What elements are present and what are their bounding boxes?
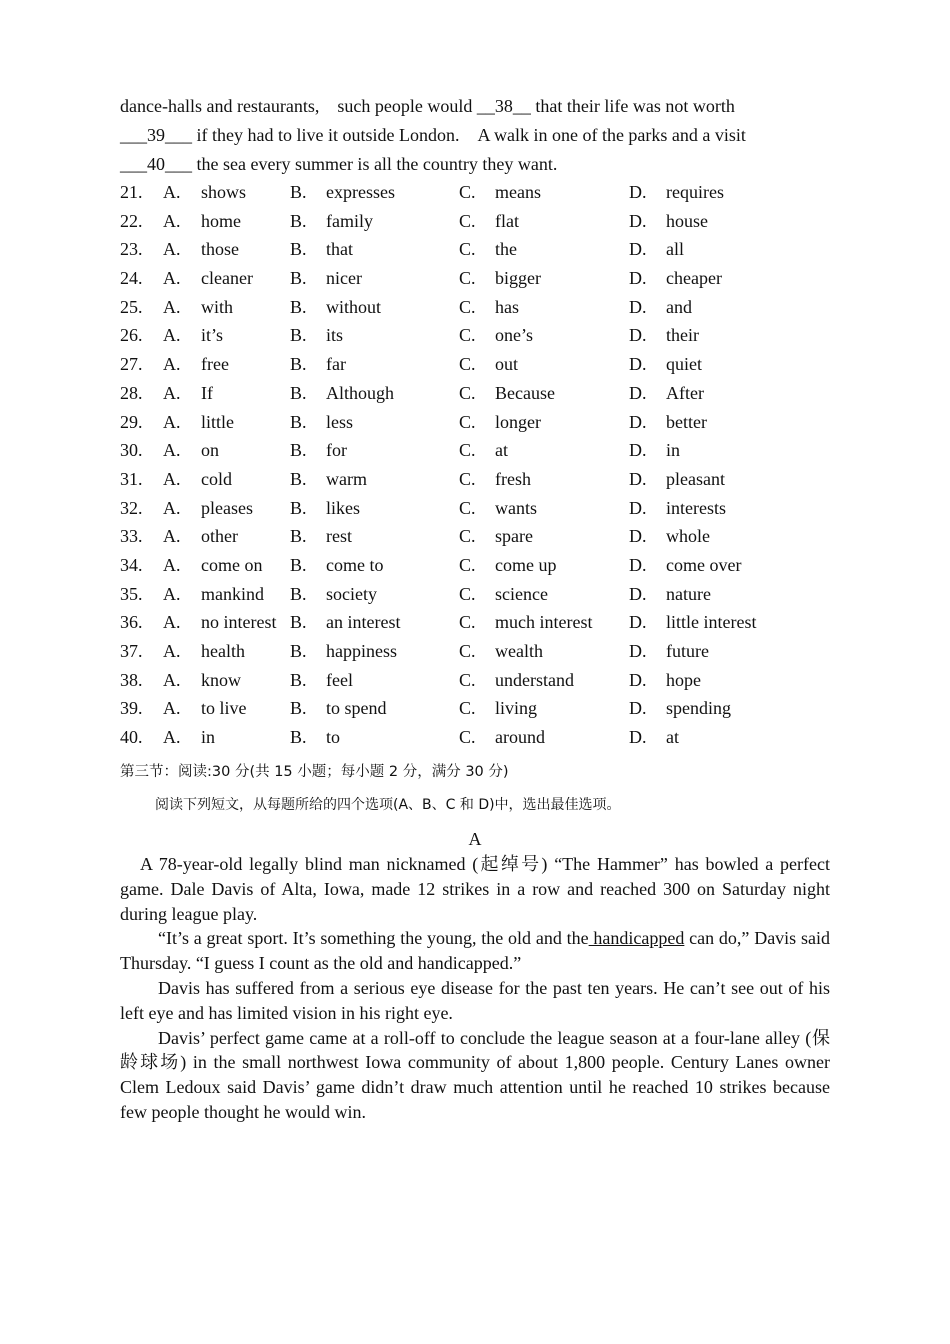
option-b-text: expresses	[326, 182, 395, 202]
option-d-text: in	[666, 440, 681, 461]
option-letter: C.	[459, 382, 476, 403]
option-d-text: at	[666, 727, 679, 748]
question-number: 30.	[120, 440, 143, 461]
option-a-text: cleaner	[201, 268, 253, 289]
option-letter: A.	[163, 554, 181, 575]
option-letter: B.	[290, 268, 307, 289]
option-b-text: likes	[326, 497, 360, 518]
option-a-text: it’s	[201, 325, 224, 346]
option-a-text: in	[201, 727, 216, 748]
option-b-text: family	[326, 210, 373, 231]
option-letter: A.	[163, 182, 181, 202]
option-letter: D.	[629, 440, 647, 461]
paragraph-text: “It’s a great sport. It’s something the young, the old and the	[158, 928, 589, 949]
option-letter: B.	[290, 296, 307, 317]
option-letter: D.	[629, 182, 647, 202]
option-c-text: fresh	[495, 468, 531, 489]
option-letter: B.	[290, 382, 307, 403]
question-number: 40.	[120, 727, 143, 748]
option-d-text: come over	[666, 554, 742, 575]
option-letter: B.	[290, 325, 307, 346]
option-c-text: come up	[495, 554, 557, 575]
option-letter: A.	[163, 641, 181, 661]
option-c-text: flat	[495, 210, 519, 231]
option-letter: D.	[629, 382, 647, 403]
option-c-text: bigger	[495, 268, 541, 289]
option-letter: D.	[629, 583, 647, 604]
option-b-text: Although	[326, 382, 395, 403]
option-letter: B.	[290, 669, 307, 690]
cloze-passage-ending	[120, 92, 830, 178]
option-d-text: all	[666, 239, 684, 260]
intro-line: dance-halls and restaurants, such people would __38__ that their life was not worth	[120, 96, 735, 116]
option-letter: B.	[290, 727, 307, 748]
option-b-text: less	[326, 411, 353, 432]
option-c-text: understand	[495, 669, 574, 690]
option-d-text: cheaper	[666, 268, 722, 289]
option-letter: A.	[163, 296, 181, 317]
question-number: 39.	[120, 698, 143, 719]
question-number: 28.	[120, 382, 143, 403]
option-a-text: If	[201, 382, 213, 403]
underlined-word: handicapped	[588, 928, 685, 949]
option-c-text: Because	[495, 382, 555, 403]
option-a-text: no interest	[201, 612, 277, 633]
option-letter: B.	[290, 554, 307, 575]
option-d-text: house	[666, 210, 708, 231]
reading-instructions: 阅读下列短文，从每题所给的四个选项(A、B、C 和 D)中，选出最佳选项。	[155, 797, 621, 813]
option-c-text: spare	[495, 526, 533, 547]
option-letter: B.	[290, 497, 307, 518]
option-letter: C.	[459, 182, 476, 202]
option-c-text: the	[495, 239, 517, 260]
option-letter: D.	[629, 698, 647, 719]
option-letter: B.	[290, 641, 307, 661]
option-b-text: feel	[326, 669, 353, 690]
option-a-text: mankind	[201, 583, 264, 604]
option-d-text: interests	[666, 497, 726, 518]
option-letter: C.	[459, 354, 476, 375]
option-letter: D.	[629, 497, 647, 518]
question-number: 34.	[120, 554, 143, 575]
option-letter: A.	[163, 612, 181, 633]
section-heading: 第三节：阅读:30 分(共 15 小题；每小题 2 分，满分 30 分)	[120, 764, 509, 780]
option-a-text: shows	[201, 182, 247, 202]
option-b-text: happiness	[326, 641, 397, 661]
option-letter: A.	[163, 468, 181, 489]
option-letter: A.	[163, 239, 181, 260]
question-number: 26.	[120, 325, 143, 346]
question-number: 31.	[120, 468, 143, 489]
option-letter: C.	[459, 239, 476, 260]
question-number: 24.	[120, 268, 143, 289]
option-letter: B.	[290, 354, 307, 375]
option-d-text: quiet	[666, 354, 702, 375]
option-a-text: health	[201, 641, 245, 661]
option-letter: B.	[290, 239, 307, 260]
option-letter: A.	[163, 583, 181, 604]
option-letter: A.	[163, 210, 181, 231]
option-c-text: one’s	[495, 325, 533, 346]
option-letter: C.	[459, 296, 476, 317]
option-letter: C.	[459, 411, 476, 432]
option-letter: C.	[459, 641, 476, 661]
option-letter: D.	[629, 296, 647, 317]
option-letter: B.	[290, 182, 307, 202]
option-a-text: those	[201, 239, 239, 260]
option-a-text: with	[201, 296, 234, 317]
option-letter: D.	[629, 526, 647, 547]
option-b-text: to	[326, 727, 341, 748]
option-letter: C.	[459, 210, 476, 231]
option-letter: B.	[290, 468, 307, 489]
option-c-text: science	[495, 583, 548, 604]
option-b-text: to spend	[326, 698, 387, 719]
option-letter: A.	[163, 268, 181, 289]
option-d-text: better	[666, 411, 707, 432]
option-a-text: to live	[201, 698, 247, 719]
option-c-text: longer	[495, 411, 541, 432]
option-letter: B.	[290, 698, 307, 719]
option-letter: D.	[629, 669, 647, 690]
option-c-text: has	[495, 296, 519, 317]
option-b-text: warm	[326, 468, 367, 489]
question-number: 37.	[120, 641, 143, 661]
option-a-text: know	[201, 669, 241, 690]
intro-line: ___39___ if they had to live it outside London. A walk in one of the parks and a visit	[120, 124, 746, 145]
option-b-text: that	[326, 239, 353, 260]
option-c-text: means	[495, 182, 541, 202]
question-number: 23.	[120, 239, 143, 260]
option-letter: A.	[163, 354, 181, 375]
option-letter: C.	[459, 268, 476, 289]
option-letter: D.	[629, 268, 647, 289]
option-d-text: little interest	[666, 612, 757, 633]
option-d-text: their	[666, 325, 699, 346]
option-letter: B.	[290, 440, 307, 461]
option-letter: A.	[163, 698, 181, 719]
option-b-text: society	[326, 583, 377, 604]
option-b-text: come to	[326, 554, 384, 575]
option-letter: A.	[163, 526, 181, 547]
question-number: 35.	[120, 583, 143, 604]
option-letter: C.	[459, 669, 476, 690]
option-letter: D.	[629, 554, 647, 575]
option-letter: D.	[629, 411, 647, 432]
option-b-text: without	[326, 296, 382, 317]
paragraph	[120, 926, 830, 976]
option-d-text: whole	[666, 526, 710, 547]
reading-passage-a	[120, 852, 830, 1125]
option-letter: B.	[290, 411, 307, 432]
option-letter: A.	[163, 440, 181, 461]
paragraph: A 78-year-old legally blind man nicknamed (起绰号) “The Hammer” has bowled a perfect game. Dale Davis of Alta, Iowa, made 12 strikes in a row and reached 300 on Saturday night during league play.	[120, 854, 830, 924]
paragraph: Davis’ perfect game came at a roll-off to conclude the league season at a four-lane alley (保龄球场) in the small northwest Iowa community of about 1,800 people. Century Lanes owner Clem Ledoux said Davis’ game didn’t draw much attention until he reached 10 strikes because few people thought he would win.	[120, 1027, 830, 1122]
passage-label: A	[468, 829, 482, 849]
option-letter: A.	[163, 411, 181, 432]
option-d-text: After	[666, 382, 704, 403]
option-b-text: nicer	[326, 268, 362, 289]
option-letter: D.	[629, 641, 647, 661]
option-c-text: around	[495, 727, 545, 748]
option-b-text: far	[326, 354, 346, 375]
option-letter: D.	[629, 239, 647, 260]
option-letter: C.	[459, 497, 476, 518]
option-letter: B.	[290, 612, 307, 633]
option-a-text: home	[201, 210, 241, 231]
option-letter: C.	[459, 526, 476, 547]
option-letter: C.	[459, 727, 476, 748]
question-number: 25.	[120, 296, 143, 317]
option-letter: A.	[163, 382, 181, 403]
option-letter: D.	[629, 210, 647, 231]
option-letter: B.	[290, 526, 307, 547]
option-c-text: much interest	[495, 612, 593, 633]
option-a-text: cold	[201, 468, 232, 489]
option-c-text: wants	[495, 497, 537, 518]
option-a-text: pleases	[201, 497, 253, 518]
question-number: 38.	[120, 669, 143, 690]
option-letter: C.	[459, 612, 476, 633]
option-b-text: its	[326, 325, 344, 346]
option-letter: C.	[459, 440, 476, 461]
option-c-text: out	[495, 354, 519, 375]
option-letter: C.	[459, 325, 476, 346]
option-a-text: on	[201, 440, 219, 461]
question-number: 29.	[120, 411, 143, 432]
option-c-text: wealth	[495, 641, 543, 661]
paragraph: Davis has suffered from a serious eye disease for the past ten years. He can’t see out of his left eye and has limited vision in his right eye.	[120, 977, 830, 1023]
question-number: 21.	[120, 182, 143, 202]
question-number: 22.	[120, 210, 143, 231]
option-d-text: future	[666, 641, 709, 661]
option-a-text: other	[201, 526, 238, 547]
option-letter: A.	[163, 497, 181, 518]
option-b-text: rest	[326, 526, 352, 547]
question-number: 32.	[120, 497, 143, 518]
intro-line: ___40___ the sea every summer is all the country they want.	[120, 153, 558, 174]
option-d-text: hope	[666, 669, 701, 690]
option-letter: B.	[290, 583, 307, 604]
option-d-text: spending	[666, 698, 731, 719]
option-letter: D.	[629, 612, 647, 633]
question-number: 36.	[120, 612, 143, 633]
option-letter: A.	[163, 325, 181, 346]
option-letter: A.	[163, 669, 181, 690]
option-letter: C.	[459, 554, 476, 575]
option-c-text: at	[495, 440, 508, 461]
option-a-text: free	[201, 354, 229, 375]
option-d-text: and	[666, 296, 692, 317]
option-letter: D.	[629, 468, 647, 489]
option-letter: C.	[459, 583, 476, 604]
option-letter: C.	[459, 698, 476, 719]
option-b-text: for	[326, 440, 347, 461]
option-letter: A.	[163, 727, 181, 748]
paragraph-text: can do,” Davis said Thursday. “I guess I count as the old and handicapped.”	[120, 928, 830, 974]
option-a-text: little	[201, 411, 234, 432]
option-c-text: living	[495, 698, 538, 719]
option-letter: C.	[459, 468, 476, 489]
option-letter: D.	[629, 727, 647, 748]
option-a-text: come on	[201, 554, 263, 575]
option-letter: D.	[629, 354, 647, 375]
option-d-text: pleasant	[666, 468, 725, 489]
question-number: 33.	[120, 526, 143, 547]
option-d-text: requires	[666, 182, 724, 202]
option-d-text: nature	[666, 583, 711, 604]
option-letter: B.	[290, 210, 307, 231]
question-number: 27.	[120, 354, 143, 375]
option-letter: D.	[629, 325, 647, 346]
option-b-text: an interest	[326, 612, 401, 633]
